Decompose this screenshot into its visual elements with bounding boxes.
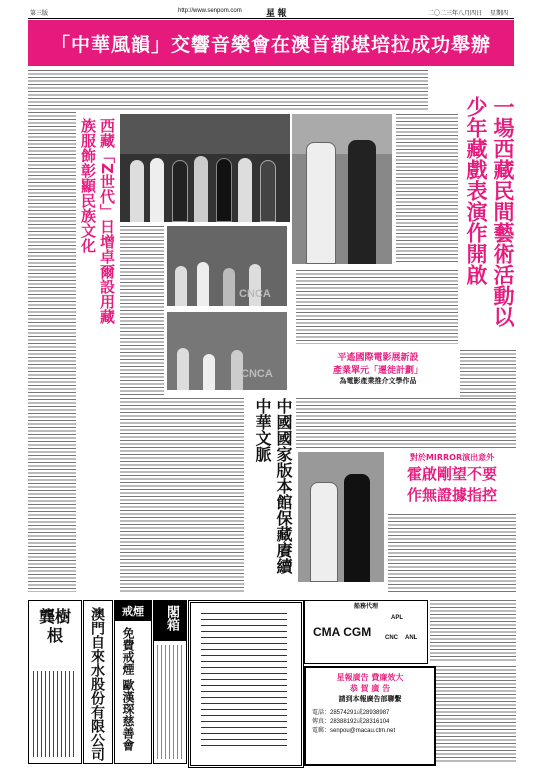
article-text-mid xyxy=(120,226,164,396)
classified-line-3: 請到本報廣告部聯繫 xyxy=(338,694,402,703)
article-text-tibet-folk xyxy=(296,270,458,344)
shipping-label: 船務代理 xyxy=(353,604,378,610)
article-text-pingyao xyxy=(296,398,516,448)
classified-phone: 電話：28574291或28938987 xyxy=(312,710,390,716)
issue-date: 二〇二三年八月四日 xyxy=(428,11,483,17)
ad-ornate-notice xyxy=(188,600,304,768)
photo-dance-2 xyxy=(167,312,287,390)
ad-shipping-agent xyxy=(304,600,428,664)
shipping-brand: CMA CGM xyxy=(313,625,372,639)
photo-mirror-couple xyxy=(298,452,384,582)
mirror-line-3: 作無證據指控 xyxy=(406,486,497,504)
restaurant-name: 龔樹根 xyxy=(38,607,71,645)
mirror-line-1: 對於MIRROR演出意外 xyxy=(409,453,495,462)
pingyao-line-2: 產業單元「遷徙計劃」 xyxy=(332,366,423,376)
lead-article-text xyxy=(28,70,428,110)
pingyao-line-3: 為電影產業推介文學作品 xyxy=(339,376,417,385)
article-text-bottom-right-2 xyxy=(436,666,516,762)
photo-two-women xyxy=(292,114,392,264)
quit-smoking-title: 戒煙 xyxy=(115,601,151,621)
mirror-line-2: 霍啟剛望不要 xyxy=(406,465,497,483)
quit-smoking-body: 免費戒煙 歐漢琛慈善會 xyxy=(121,627,135,752)
banner-headline: 「中華風韻」交響音樂會在澳首都堪培拉成功舉辦 xyxy=(28,20,514,66)
article-text-right-top xyxy=(396,114,458,264)
classified-line-1: 星報廣告 費廉效大 xyxy=(336,673,404,682)
photo-group-event xyxy=(120,114,290,222)
site-url[interactable]: http://www.senpom.com xyxy=(178,8,242,14)
headline-tibet-folk-art: 一場西藏民間藝術活動以少年藏戲表演作開啟 xyxy=(464,96,515,327)
page-number: 第三版 xyxy=(30,11,49,17)
cnc-logo: CNC xyxy=(385,635,398,641)
article-text-mirror xyxy=(388,514,516,592)
article-text-left xyxy=(28,112,76,592)
ad-quit-smoking xyxy=(114,600,152,764)
water-company-name: 澳門自來水股份有限公司 xyxy=(89,607,105,761)
ad-water-company xyxy=(83,600,113,764)
ad-classified xyxy=(304,666,436,766)
headline-pingyao xyxy=(300,350,456,394)
classified-email[interactable]: 電郵：senpou@macau.ctm.net xyxy=(312,728,396,734)
ad-eatery xyxy=(153,600,187,764)
apl-logo: APL xyxy=(391,615,403,621)
article-text-library xyxy=(120,398,244,592)
ad-restaurant xyxy=(28,600,82,764)
masthead: 星 報 xyxy=(266,8,287,18)
watermark-cnca: CNCA xyxy=(239,288,271,300)
headline-mirror xyxy=(388,452,516,512)
headline-national-library: 中國國家版本館保藏賡續中華文脈 xyxy=(253,398,293,574)
headline-tibet-z-generation: 西藏「Z世代」日增卓爾設用藏族服飾彰顯民族文化 xyxy=(79,118,116,324)
article-text-bottom-right xyxy=(430,600,516,662)
eatery-name: 閣箱 xyxy=(164,605,179,631)
photo-dance-1 xyxy=(167,226,287,306)
classified-fax: 傳真：28388192或28316104 xyxy=(312,719,390,725)
classified-line-2: 恭 賀 廣 告 xyxy=(349,684,391,693)
issue-weekday: 星期四 xyxy=(490,11,509,17)
anl-logo: ANL xyxy=(405,635,418,641)
pingyao-line-1: 平遙國際電影展新設 xyxy=(337,353,419,363)
watermark-cnca-2: CNCA xyxy=(241,368,273,380)
page-header xyxy=(28,6,514,19)
